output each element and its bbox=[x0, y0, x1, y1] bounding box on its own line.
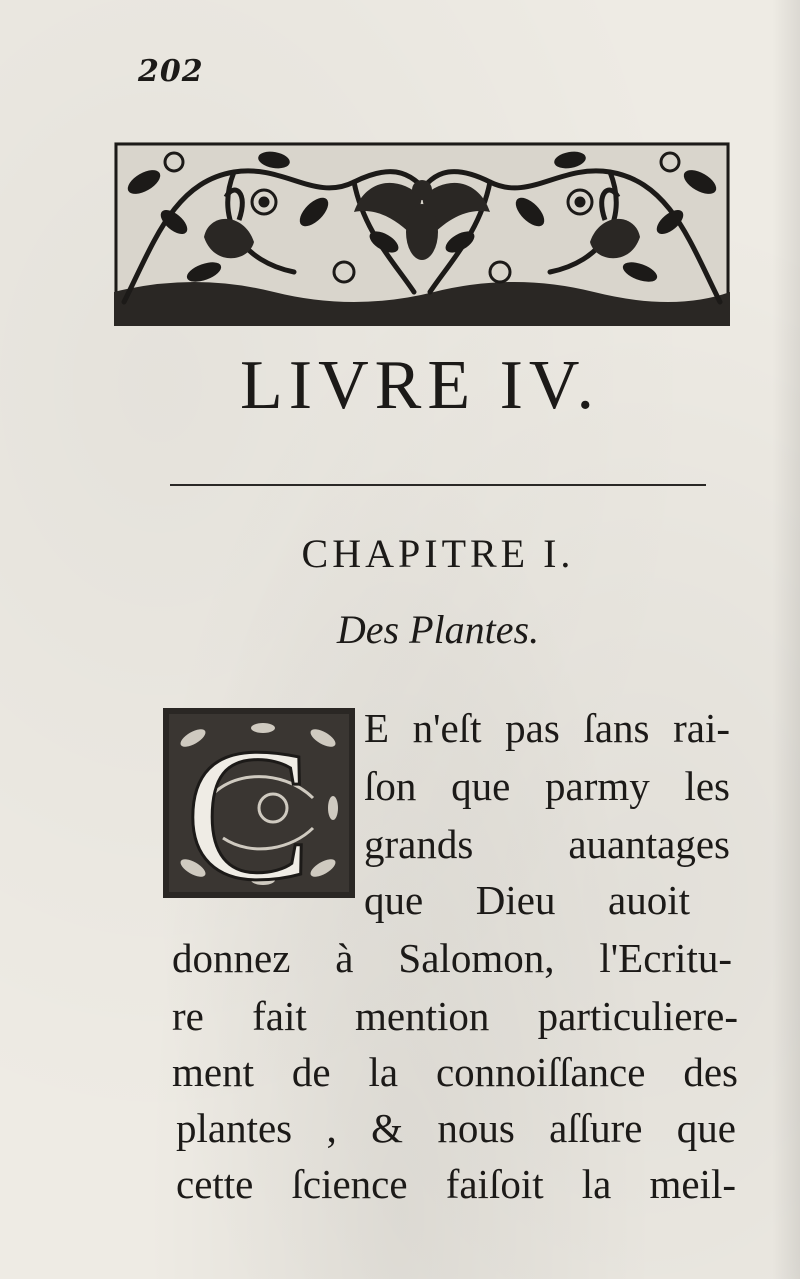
body-line: plantes , & nous aſſure que bbox=[176, 1105, 736, 1151]
page-number: 202 bbox=[138, 54, 204, 89]
page-edge-shadow bbox=[772, 0, 800, 1279]
dropcap-letter: C bbox=[185, 710, 312, 898]
horizontal-rule bbox=[170, 484, 706, 486]
chapter-subtitle: Des Plantes. bbox=[336, 607, 540, 652]
body-line: donnez à Salomon, l'Ecritu- bbox=[172, 935, 732, 981]
body-line: ſon que parmy les bbox=[364, 763, 730, 809]
body-line: grands auantages bbox=[364, 821, 730, 867]
book-title: LIVRE IV. bbox=[240, 347, 600, 424]
ornamental-initial-icon bbox=[163, 708, 355, 898]
chapter-heading: CHAPITRE I. bbox=[301, 531, 575, 576]
floral-headpiece-icon bbox=[114, 142, 730, 326]
body-line: E n'eſt pas ſans rai- bbox=[364, 705, 730, 751]
body-line: que Dieu auoit bbox=[364, 877, 690, 923]
body-line: ment de la connoiſſance des bbox=[172, 1049, 738, 1095]
body-line: cette ſcience faiſoit la meil- bbox=[176, 1161, 736, 1207]
body-line: re fait mention particuliere- bbox=[172, 993, 738, 1039]
